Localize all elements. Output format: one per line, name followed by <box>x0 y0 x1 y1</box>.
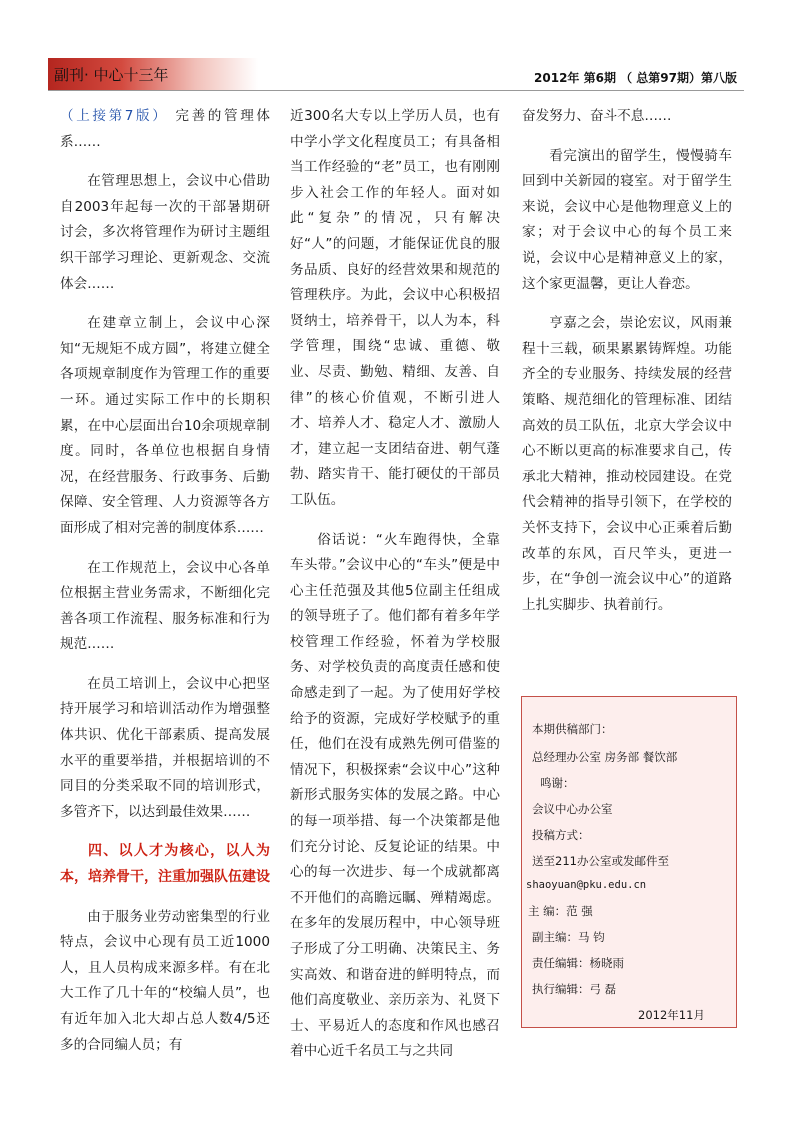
responsible-editor: 责任编辑：杨晓雨 <box>532 956 624 970</box>
submit-email-link[interactable]: shaoyuan@pku.edu.cn <box>526 879 647 891</box>
column-3 <box>522 104 732 632</box>
paragraph-students: 看完演出的留学生，慢慢骑车回到中关新园的寝室。对于留学生来说，会议中心是他物理意义上的家；对于会议中心的每个员工来说，会议中心是精神意义上的家，这个家更温馨，更让人眷恋。 <box>522 147 732 292</box>
paragraph-leadership-end: 奋发努力、奋斗不息…… <box>522 108 672 124</box>
deputy-editor: 副主编：马 钧 <box>532 930 605 944</box>
submit-value: 送至211办公室或发邮件至 <box>532 854 669 868</box>
paragraph-text: 完善的管理体系…… <box>60 108 270 150</box>
continued-from-link[interactable]: （上接第7版） <box>60 108 169 124</box>
paragraph-rules: 在建章立制上，会议中心深知“无规矩不成方圆”，将建立健全各项规章制度作为管理工作的重要一环。通过实际工作中的长期积累，在中心层面出台10余项规章制度。同时，各单位也根据自身情况，在经营服务、行政事务、后勤保障、安全管理、人力资源等各方面形成了相对完善的制度体系…… <box>60 315 270 536</box>
issue-info: 2012年 第6期 （ 总第97期）第八版 <box>534 71 737 85</box>
thanks-value: 会议中心办公室 <box>532 802 613 816</box>
paragraph-staff: 由于服务业劳动密集型的行业特点，会议中心现有员工近1000人，且人员构成来源多样。有在北大工作了几十年的“校编人员”，也有近年加入北大却占总人数4/5还多的合同编人员；有 <box>60 908 270 1053</box>
section-title: 副刊· 中心十三年 <box>54 66 169 84</box>
paragraph-continued <box>60 104 270 155</box>
paragraph-staff-continued: 近300名大专以上学历人员，也有中学小学文化程度员工；有具备相当工作经验的“老”员工，也有刚刚步入社会工作的年轻人。面对如此“复杂”的情况，只有解决好“人”的问题，才能保证优良的服务品质、良好的经营效果和规范的管理秩序。为此，会议中心积极招贤纳士，培养骨干，以人为本，科学管理，围绕“忠诚、重德、敬业、尽责、勤勉、精细、友善、自律”的核心价值观，不断引进人才、培养人才、稳定人才、激励人才，建立起一支团结奋进、朝气蓬勃、踏实肯干、能打硬仗的干部员工队伍。 <box>290 108 500 508</box>
credits-departments: 总经理办公室 房务部 餐饮部 <box>532 750 678 764</box>
chief-editor: 主 编：范 强 <box>528 904 593 918</box>
thanks-label: 鸣谢： <box>540 776 575 790</box>
paragraph-conclusion: 亨嘉之会，崇论宏议，风雨兼程十三载，硕果累累铸辉煌。功能齐全的专业服务、持续发展的经营策略、规范细化的管理标准、团结高效的员工队伍，北京大学会议中心不断以更高的标准要求自己，传承北大精神，推动校园建设。在党代会精神的指导引领下，在学校的关怀支持下，会议中心正乘着后勤改革的东风，百尺竿头，更进一步，在“争创一流会议中心”的道路上扎实脚步、执着前行。 <box>522 315 732 613</box>
paragraph-training: 在员工培训上，会议中心把坚持开展学习和培训活动作为增强整体共识、优化干部素质、提高发展水平的重要举措，并根据培训的不同目的分类采取不同的培训形式，多管齐下，以达到最佳效果…… <box>60 675 270 820</box>
header-divider <box>48 90 744 91</box>
paragraph-management-thought: 在管理思想上，会议中心借助自2003年起每一次的干部暑期研讨会，多次将管理作为研讨主题组织干部学习理论、更新观念、交流体会…… <box>60 173 270 292</box>
submit-label: 投稿方式： <box>532 828 590 842</box>
executive-editor: 执行编辑：弓 磊 <box>532 982 617 996</box>
credits-date: 2012年11月 <box>638 1008 705 1022</box>
column-2 <box>290 104 500 1079</box>
credits-title: 本期供稿部门： <box>532 722 613 736</box>
column-1 <box>60 104 270 1072</box>
section-heading-talent: 四、以人才为核心，以人为本，培养骨干，注重加强队伍建设 <box>60 843 270 886</box>
credits-box <box>521 696 737 1028</box>
paragraph-leadership: 俗话说：“火车跑得快，全靠车头带。”会议中心的“车头”便是中心主任范强及其他5位副主任组成的领导班子了。他们都有着多年学校管理工作经验，怀着为学校服务、对学校负责的高度责任感和使命感走到了一起。为了使用好学校给予的资源，完成好学校赋予的重任，他们在没有成熟先例可借鉴的情况下，积极探索“会议中心”这种新形式服务实体的发展之路。中心的每一项举措、每一个决策都是他们充分讨论、反复论证的结果。中心的每一次进步、每一个成就都离不开他们的高瞻远瞩、殚精竭虑。在多年的发展历程中，中心领导班子形成了分工明确、决策民主、务实高效、和谐奋进的鲜明特点，而他们高度敬业、亲历亲为、礼贤下士、平易近人的态度和作风也感召着中心近千名员工与之共同 <box>290 531 500 1060</box>
paragraph-work-standards: 在工作规范上，会议中心各单位根据主营业务需求，不断细化完善各项工作流程、服务标准和行为规范…… <box>60 559 270 653</box>
